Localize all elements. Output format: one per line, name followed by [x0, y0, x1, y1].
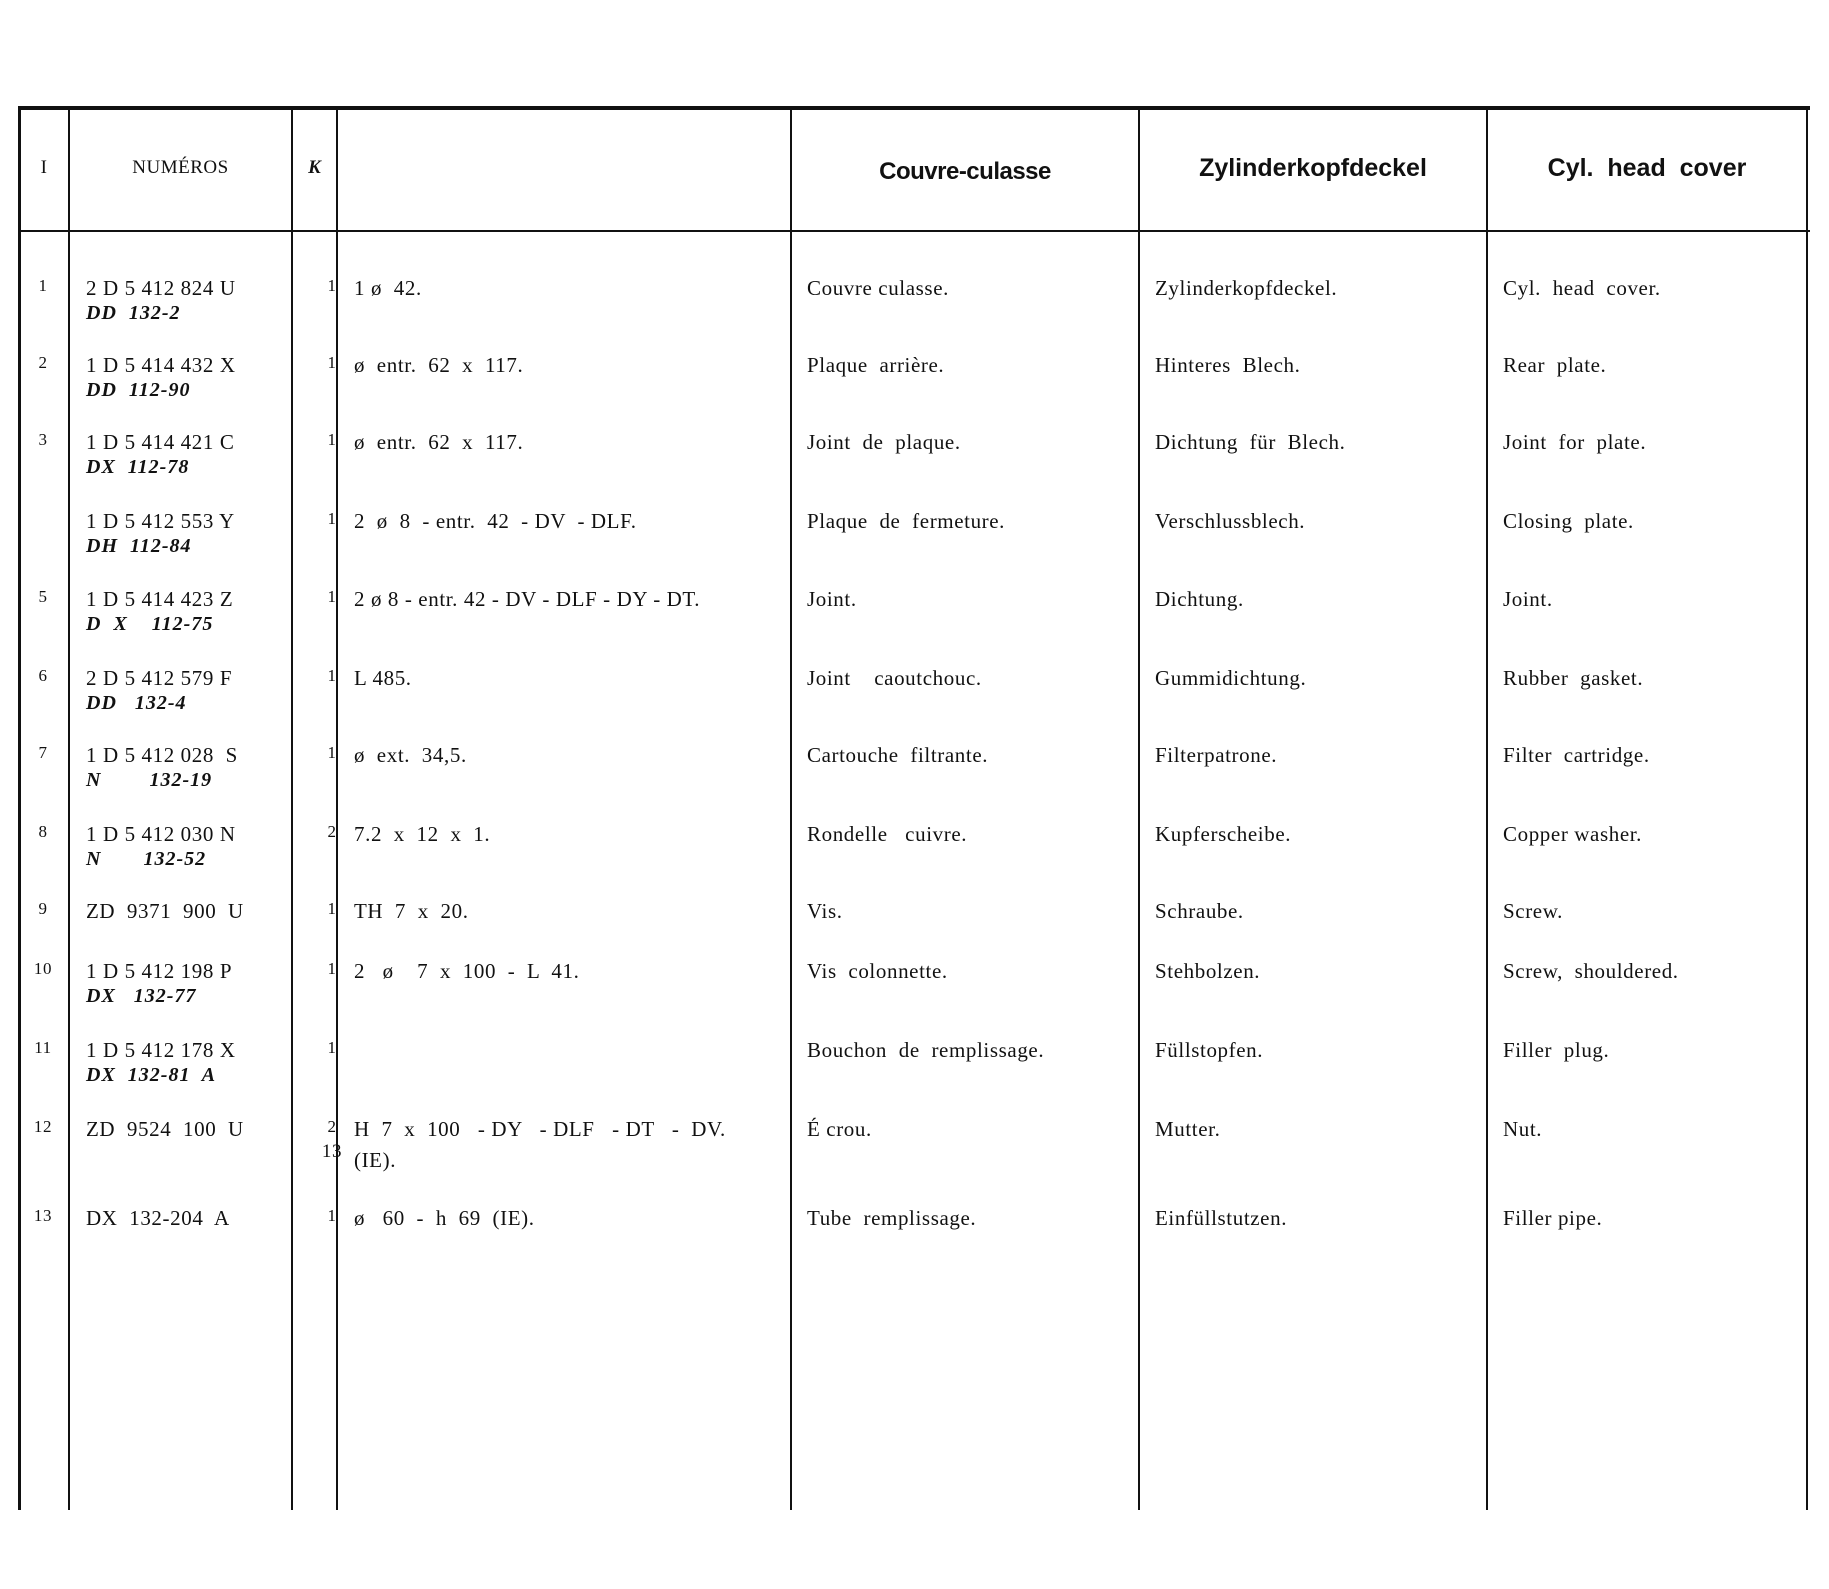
dimensions: [354, 666, 412, 697]
quantity-line1: 1: [327, 353, 337, 372]
quantity-line1: 1: [327, 1206, 337, 1225]
part-number-line1: 1 D 5 412 030 N: [86, 822, 236, 846]
quantity: [310, 587, 354, 611]
col-border-left: [18, 106, 21, 1510]
row-index: [18, 1206, 68, 1226]
english-name: [1503, 587, 1553, 612]
french-name-line1: Joint caoutchouc.: [807, 666, 982, 690]
quantity: [310, 509, 354, 533]
col-border-k: [291, 106, 293, 1510]
row-index: [18, 959, 68, 979]
quantity-line1: 1: [327, 959, 337, 978]
german-name: [1155, 1038, 1263, 1063]
quantity-line1: 1: [327, 509, 337, 528]
french-name-line1: É crou.: [807, 1117, 872, 1141]
english-name: [1503, 1117, 1542, 1142]
german-name-line1: Einfüllstutzen.: [1155, 1206, 1288, 1230]
german-name: [1155, 509, 1305, 534]
quantity: [310, 430, 354, 454]
german-name: [1155, 1206, 1287, 1231]
header-german: Zylinderkopfdeckel: [1199, 153, 1427, 182]
part-number-line1: DX 132-204 A: [86, 1206, 230, 1230]
french-name: [807, 743, 988, 768]
row-index: [18, 353, 68, 373]
row-index: [18, 1038, 68, 1058]
quantity-line1: 1: [327, 666, 337, 685]
english-name: [1503, 1206, 1602, 1231]
part-number-line2: D X 112-75: [86, 613, 214, 635]
french-name-line1: Joint.: [807, 587, 857, 611]
quantity-line2: 13: [321, 1141, 343, 1162]
english-name-line1: Filler pipe.: [1503, 1206, 1603, 1230]
german-name-line1: Filterpatrone.: [1155, 743, 1278, 767]
row-index-line1: 10: [33, 959, 53, 978]
row-index: [18, 743, 68, 763]
german-name: [1155, 353, 1300, 378]
german-name: [1155, 959, 1260, 984]
french-name: [807, 1206, 976, 1231]
french-name: [807, 1038, 1044, 1063]
col-border-right: [1806, 106, 1808, 1510]
dimensions: [354, 276, 422, 307]
part-number-line2: DD 132-2: [86, 302, 181, 324]
english-name-line1: Closing plate.: [1503, 509, 1634, 533]
french-name-line1: Cartouche filtrante.: [807, 743, 989, 767]
dimensions-line1: L 485.: [354, 666, 412, 690]
english-name-line1: Screw, shouldered.: [1503, 959, 1679, 983]
part-number: [86, 509, 235, 558]
french-name: [807, 822, 967, 847]
english-name-line1: Screw.: [1503, 899, 1563, 923]
part-number-line2: DH 112-84: [86, 535, 192, 557]
dimensions: [354, 959, 579, 990]
col-border-german: [1138, 106, 1140, 1510]
row-index-line1: 1: [38, 276, 48, 295]
part-number-line2: N 132-52: [86, 848, 207, 870]
quantity: [310, 1038, 354, 1062]
german-name-line1: Schraube.: [1155, 899, 1244, 923]
dimensions-line1: ø entr. 62 x 117.: [354, 353, 524, 377]
part-number-line2: DX 112-78: [86, 456, 190, 478]
german-name-line1: Gummidichtung.: [1155, 666, 1307, 690]
part-number: [86, 743, 238, 792]
quantity: [310, 822, 354, 846]
french-name-line1: Rondelle cuivre.: [807, 822, 968, 846]
dimensions-line1: 7.2 x 12 x 1.: [354, 822, 491, 846]
quantity: [310, 743, 354, 767]
parts-table: [18, 106, 1810, 1510]
english-name: [1503, 899, 1563, 924]
dimensions: [354, 430, 523, 461]
english-name: [1503, 1038, 1609, 1063]
dimensions-line1: TH 7 x 20.: [354, 899, 469, 923]
dimensions-line1: ø 60 - h 69 (IE).: [354, 1206, 535, 1230]
part-number: [86, 666, 232, 715]
part-number: [86, 1038, 236, 1087]
german-name: [1155, 666, 1306, 691]
row-index-line1: 5: [38, 587, 48, 606]
english-name-line1: Rear plate.: [1503, 353, 1607, 377]
quantity-line1: 1: [327, 899, 337, 918]
quantity: [310, 353, 354, 377]
quantity-line1: 1: [327, 430, 337, 449]
german-name-line1: Dichtung.: [1155, 587, 1244, 611]
french-name: [807, 959, 948, 984]
french-name: [807, 1117, 872, 1142]
english-name-line1: Copper washer.: [1503, 822, 1643, 846]
row-index-line1: 6: [38, 666, 48, 685]
row-index-line1: 13: [33, 1206, 53, 1225]
part-number-line2: N 132-19: [86, 769, 213, 791]
row-index: [18, 899, 68, 919]
dimensions: [354, 509, 637, 540]
quantity-line1: 1: [327, 587, 337, 606]
german-name: [1155, 587, 1244, 612]
french-name-line1: Tube remplissage.: [807, 1206, 977, 1230]
col-border-french: [790, 106, 792, 1510]
french-name: [807, 509, 1005, 534]
dimensions: [354, 899, 469, 930]
dimensions: [354, 1117, 726, 1173]
german-name-line1: Kupferscheibe.: [1155, 822, 1292, 846]
part-number-line2: DX 132-77: [86, 985, 197, 1007]
part-number-line1: 1 D 5 414 423 Z: [86, 587, 234, 611]
row-index-line1: 11: [34, 1038, 52, 1057]
quantity: [310, 899, 354, 923]
german-name: [1155, 822, 1291, 847]
part-number: [86, 587, 233, 636]
row-index: [18, 587, 68, 607]
part-number-line1: 1 D 5 414 432 X: [86, 353, 236, 377]
row-index-line1: 8: [38, 822, 48, 841]
header-french: Couvre-culasse: [879, 158, 1051, 185]
row-index: [18, 666, 68, 686]
part-number-line1: 1 D 5 414 421 C: [86, 430, 235, 454]
dimensions-line1: H 7 x 100 - DY - DLF - DT - DV.: [354, 1117, 726, 1141]
french-name: [807, 276, 949, 301]
german-name-line1: Mutter.: [1155, 1117, 1221, 1141]
part-number: [86, 1117, 244, 1143]
dimensions-line1: ø entr. 62 x 117.: [354, 430, 524, 454]
part-number: [86, 276, 236, 325]
english-name-line1: Nut.: [1503, 1117, 1543, 1141]
part-number: [86, 430, 234, 479]
dimensions-line1: 2 ø 8 - entr. 42 - DV - DLF.: [354, 509, 637, 533]
english-name: [1503, 959, 1679, 984]
english-name-line1: Filter cartridge.: [1503, 743, 1650, 767]
quantity-line1: 1: [327, 276, 337, 295]
part-number-line2: DX 132-81 A: [86, 1064, 217, 1086]
english-name-line1: Joint.: [1503, 587, 1553, 611]
dimensions-line1: 1 ø 42.: [354, 276, 422, 300]
row-index: [18, 822, 68, 842]
english-name: [1503, 276, 1661, 301]
part-number-line1: ZD 9524 100 U: [86, 1117, 244, 1141]
part-number: [86, 822, 236, 871]
quantity-line1: 1: [327, 743, 337, 762]
part-number-line2: DD 112-90: [86, 379, 191, 401]
part-number: [86, 353, 236, 402]
english-name-line1: Rubber gasket.: [1503, 666, 1644, 690]
col-border-english: [1486, 106, 1488, 1510]
row-index-line1: 9: [38, 899, 48, 918]
french-name: [807, 587, 857, 612]
header-k: K: [308, 157, 321, 178]
quantity: [310, 959, 354, 983]
french-name-line1: Plaque arrière.: [807, 353, 945, 377]
part-number-line1: 1 D 5 412 178 X: [86, 1038, 236, 1062]
row-index-line1: 7: [38, 743, 48, 762]
header-english: Cyl. head cover: [1547, 153, 1747, 182]
part-number-line2: DD 132-4: [86, 692, 187, 714]
dimensions: [354, 353, 523, 384]
french-name-line1: Bouchon de remplissage.: [807, 1038, 1045, 1062]
quantity-line1: 2: [327, 1117, 337, 1136]
row-index-line1: 12: [33, 1117, 53, 1136]
row-index-line1: 3: [38, 430, 48, 449]
part-number-line1: 1 D 5 412 553 Y: [86, 509, 235, 533]
header-numeros: NUMÉROS: [132, 157, 229, 178]
dimensions-line1: 2 ø 7 x 100 - L 41.: [354, 959, 580, 983]
header-index: I: [40, 157, 48, 178]
english-name: [1503, 666, 1643, 691]
english-name: [1503, 509, 1634, 534]
quantity: [310, 276, 354, 300]
part-number-line1: 1 D 5 412 198 P: [86, 959, 233, 983]
quantity: [310, 666, 354, 690]
row-index: [18, 276, 68, 296]
english-name: [1503, 822, 1642, 847]
french-name-line1: Plaque de fermeture.: [807, 509, 1006, 533]
english-name: [1503, 353, 1606, 378]
german-name: [1155, 743, 1277, 768]
row-index: [18, 430, 68, 450]
part-number-line1: 2 D 5 412 824 U: [86, 276, 236, 300]
french-name: [807, 899, 843, 924]
german-name: [1155, 276, 1337, 301]
english-name: [1503, 743, 1650, 768]
french-name: [807, 666, 982, 691]
quantity-line1: 2: [327, 822, 337, 841]
french-name: [807, 353, 944, 378]
english-name-line1: Joint for plate.: [1503, 430, 1647, 454]
french-name-line1: Vis.: [807, 899, 843, 923]
col-border-desc: [336, 106, 338, 1510]
english-name: [1503, 430, 1646, 455]
german-name-line1: Stehbolzen.: [1155, 959, 1261, 983]
german-name-line1: Hinteres Blech.: [1155, 353, 1301, 377]
english-name-line1: Cyl. head cover.: [1503, 276, 1661, 300]
german-name-line1: Verschlussblech.: [1155, 509, 1306, 533]
part-number: [86, 899, 244, 925]
german-name-line1: Zylinderkopfdeckel.: [1155, 276, 1338, 300]
dimensions: [354, 743, 467, 774]
dimensions: [354, 1206, 535, 1237]
english-name-line1: Filler plug.: [1503, 1038, 1610, 1062]
part-number-line1: 2 D 5 412 579 F: [86, 666, 233, 690]
dimensions-line1: ø ext. 34,5.: [354, 743, 467, 767]
quantity: [310, 1206, 354, 1230]
quantity: [310, 1117, 354, 1163]
french-name-line1: Joint de plaque.: [807, 430, 961, 454]
part-number-line1: 1 D 5 412 028 S: [86, 743, 238, 767]
dimensions-line1: 2 ø 8 - entr. 42 - DV - DLF - DY - DT.: [354, 587, 701, 611]
dimensions-line2: (IE).: [354, 1148, 397, 1172]
quantity-line1: 1: [327, 1038, 337, 1057]
german-name: [1155, 899, 1244, 924]
part-number-line1: ZD 9371 900 U: [86, 899, 244, 923]
col-border-numeros: [68, 106, 70, 1510]
dimensions: [354, 822, 490, 853]
german-name-line1: Füllstopfen.: [1155, 1038, 1264, 1062]
row-index-line1: 2: [38, 353, 48, 372]
part-number: [86, 1206, 230, 1232]
french-name-line1: Vis colonnette.: [807, 959, 948, 983]
part-number: [86, 959, 232, 1008]
german-name: [1155, 1117, 1220, 1142]
german-name: [1155, 430, 1345, 455]
german-name-line1: Dichtung für Blech.: [1155, 430, 1346, 454]
french-name: [807, 430, 961, 455]
row-index: [18, 1117, 68, 1137]
dimensions: [354, 587, 700, 618]
french-name-line1: Couvre culasse.: [807, 276, 949, 300]
